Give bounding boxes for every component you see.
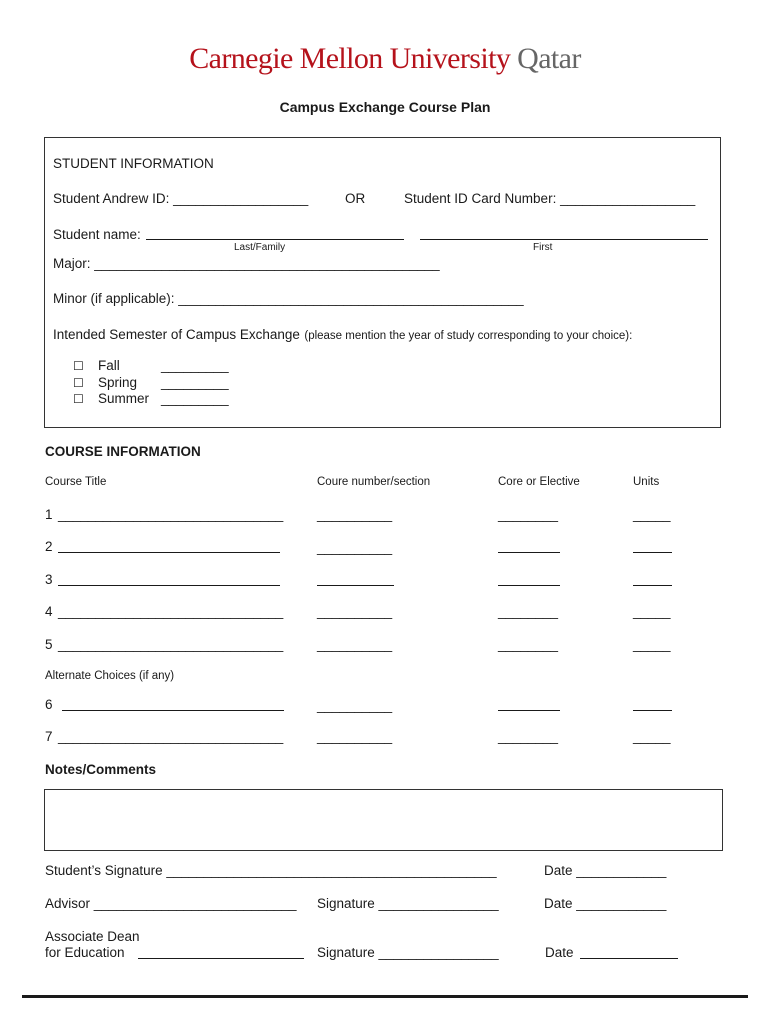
row-5-number-blank[interactable]: __________	[317, 637, 393, 652]
row-4-units-blank[interactable]: _____	[633, 604, 671, 619]
row-5-units-blank[interactable]: _____	[633, 637, 671, 652]
row-1-title-blank[interactable]: ______________________________	[58, 507, 284, 522]
course-info-heading: COURSE INFORMATION	[45, 444, 201, 459]
first-name-line[interactable]	[420, 239, 708, 240]
associate-dean-label: Associate Dean	[45, 929, 140, 944]
row-4-number: 4	[45, 604, 53, 619]
page-title: Campus Exchange Course Plan	[279, 99, 491, 115]
dean-date-line[interactable]	[580, 958, 678, 959]
last-name-line[interactable]	[146, 239, 404, 240]
notes-comments-box[interactable]	[44, 789, 723, 851]
column-course-number: Coure number/section	[317, 476, 431, 488]
student-info-heading: STUDENT INFORMATION	[53, 156, 214, 171]
advisor-field[interactable]: Advisor ___________________________	[45, 896, 297, 911]
student-name-label: Student name:	[53, 227, 141, 242]
row-1-units-blank[interactable]: _____	[633, 507, 671, 522]
row-2-number: 2	[45, 539, 53, 554]
row-5-type-blank[interactable]: ________	[498, 637, 559, 652]
column-core-elective: Core or Elective	[498, 476, 580, 488]
row-3-units-line[interactable]	[633, 585, 672, 586]
column-course-title: Course Title	[45, 476, 107, 488]
row-2-units-line[interactable]	[633, 552, 672, 553]
row-4-title-blank[interactable]: ______________________________	[58, 604, 284, 619]
last-family-caption: Last/Family	[234, 242, 286, 253]
student-information-box	[44, 137, 721, 428]
bottom-rule	[22, 995, 748, 998]
cmu-qatar-logo	[0, 42, 770, 76]
semester-summer-label: Summer	[98, 391, 150, 406]
row-4-type-blank[interactable]: ________	[498, 604, 559, 619]
semester-question	[53, 326, 632, 344]
row-3-title-line[interactable]	[58, 585, 280, 586]
row-6-title-line[interactable]	[62, 710, 284, 711]
dean-name-line[interactable]	[138, 958, 304, 959]
logo-qatar-text: Qatar	[517, 42, 581, 75]
student-signature-field[interactable]: Student’s Signature ____________________________________________	[45, 863, 497, 878]
major-field[interactable]: Major: ______________________________________________	[53, 256, 440, 271]
semester-label: Intended Semester of Campus Exchange	[53, 327, 300, 342]
row-1-type-blank[interactable]: ________	[498, 507, 559, 522]
semester-spring-blank[interactable]: _________	[161, 375, 229, 390]
row-7-title-blank[interactable]: ______________________________	[58, 729, 284, 744]
row-2-type-line[interactable]	[498, 552, 560, 553]
row-3-number-line[interactable]	[317, 585, 394, 586]
row-3-type-line[interactable]	[498, 585, 560, 586]
semester-note: (please mention the year of study corresponding to your choice):	[304, 330, 633, 342]
checkbox-fall[interactable]: ☐	[73, 359, 84, 373]
student-date-field[interactable]: Date ____________	[544, 863, 667, 878]
row-7-units-blank[interactable]: _____	[633, 729, 671, 744]
row-5-title-blank[interactable]: ______________________________	[58, 637, 284, 652]
row-4-number-blank[interactable]: __________	[317, 604, 393, 619]
row-5-number: 5	[45, 637, 53, 652]
row-2-title-line[interactable]	[58, 552, 280, 553]
row-1-number-blank[interactable]: __________	[317, 507, 393, 522]
row-6-type-line[interactable]	[498, 710, 560, 711]
row-7-type-blank[interactable]: ________	[498, 729, 559, 744]
first-caption: First	[533, 242, 553, 253]
minor-field[interactable]: Minor (if applicable): ______________________________________________	[53, 291, 524, 306]
semester-fall-blank[interactable]: _________	[161, 358, 229, 373]
semester-summer-blank[interactable]: _________	[161, 391, 229, 406]
andrew-id-field[interactable]: Student Andrew ID: __________________	[53, 191, 309, 206]
row-6-units-line[interactable]	[633, 710, 672, 711]
column-units: Units	[633, 476, 660, 488]
row-2-number-blank[interactable]: __________	[317, 540, 393, 555]
for-education-label: for Education	[45, 945, 125, 960]
id-card-field[interactable]: Student ID Card Number: __________________	[404, 191, 696, 206]
dean-date-label: Date	[545, 945, 574, 960]
checkbox-spring[interactable]: ☐	[73, 376, 84, 390]
semester-fall-label: Fall	[98, 358, 120, 373]
row-3-number: 3	[45, 572, 53, 587]
semester-spring-label: Spring	[98, 375, 138, 390]
checkbox-summer[interactable]: ☐	[73, 392, 84, 406]
row-1-number: 1	[45, 507, 53, 522]
row-7-number: 7	[45, 729, 53, 744]
or-label: OR	[345, 191, 366, 206]
alternate-choices-label: Alternate Choices (if any)	[45, 670, 175, 682]
row-6-number-blank[interactable]: __________	[317, 698, 393, 713]
dean-signature-field[interactable]: Signature ________________	[317, 945, 499, 960]
row-6-number: 6	[45, 697, 53, 712]
logo-cmu-text: Carnegie Mellon University	[189, 42, 511, 75]
notes-heading: Notes/Comments	[45, 762, 157, 777]
advisor-date-field[interactable]: Date ____________	[544, 896, 667, 911]
advisor-signature-field[interactable]: Signature ________________	[317, 896, 499, 911]
row-7-number-blank[interactable]: __________	[317, 729, 393, 744]
